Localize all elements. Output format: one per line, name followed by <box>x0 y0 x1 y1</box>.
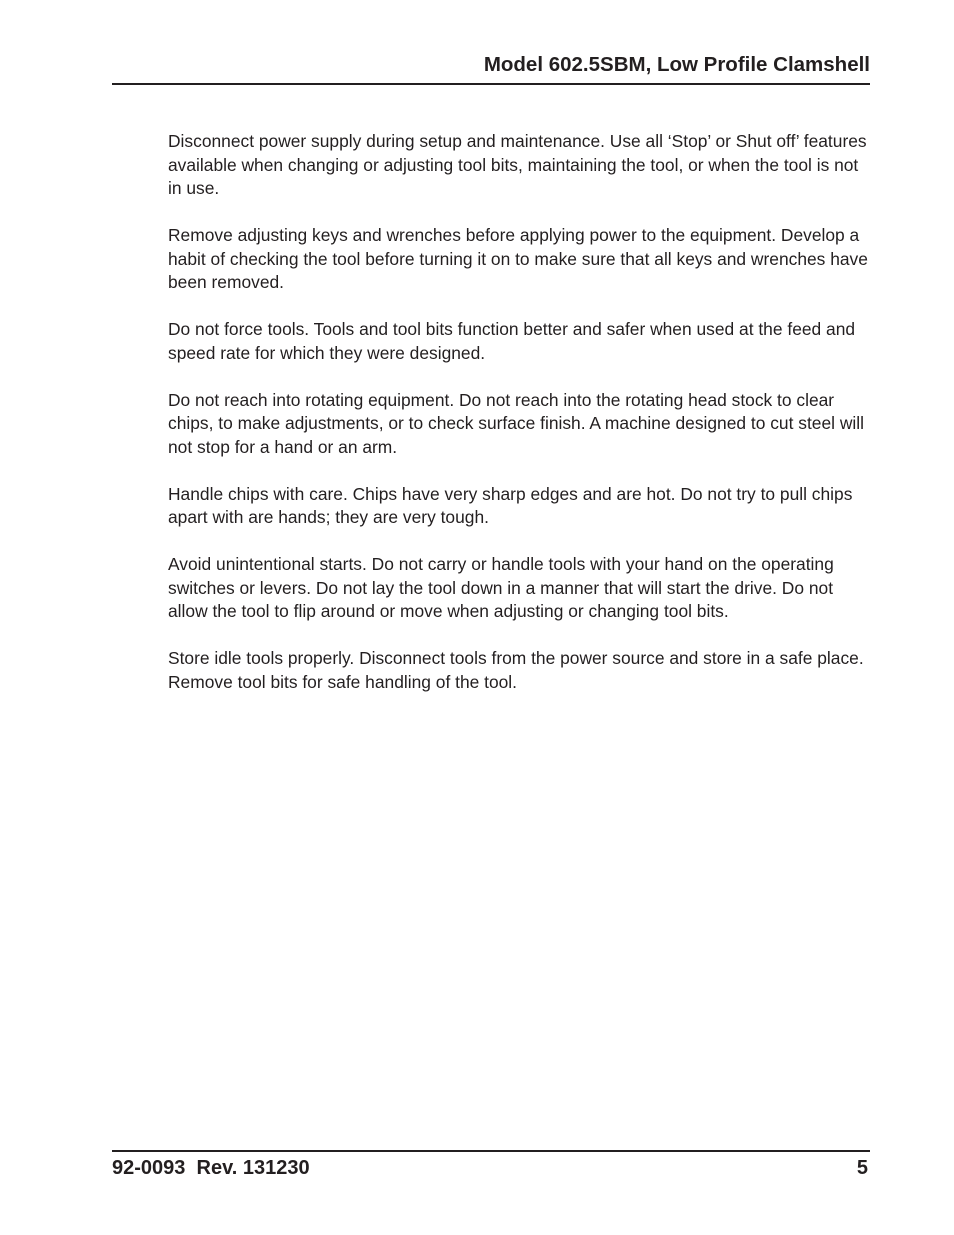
paragraph-unintentional-starts: Avoid unintentional starts. Do not carry or handle tools with your hand on the operating switches or levers. Do not lay the tool down in a manner that will start the drive. Do not allow the tool to flip around or move when adjusting or changing tool bits. <box>168 554 834 621</box>
page-footer <box>112 1150 870 1184</box>
paragraph-remove-keys: Remove adjusting keys and wrenches before applying power to the equipment. Develop a habit of checking the tool before turning it on to make sure that all keys and wrenches have been removed. <box>168 225 868 292</box>
document-revision: 92-0093 Rev. 131230 <box>112 1157 310 1179</box>
page-header <box>112 52 870 85</box>
page-number: 5 <box>856 1157 868 1179</box>
paragraph-disconnect-power: Disconnect power supply during setup and maintenance. Use all ‘Stop’ or Shut off’ features available when changing or adjusting tool bits, maintaining the tool, or when the tool is not in use. <box>168 131 867 198</box>
paragraph-rotating-equipment: Do not reach into rotating equipment. Do not reach into the rotating head stock to clear chips, to make adjustments, or to check surface finish. A machine designed to cut steel will not stop for a hand or an arm. <box>168 389 864 457</box>
paragraph-handle-chips: Handle chips with care. Chips have very sharp edges and are hot. Do not try to pull chips apart with are hands; they are very tough. <box>168 483 853 527</box>
safety-instructions <box>168 130 874 718</box>
paragraph-store-tools: Store idle tools properly. Disconnect tools from the power source and store in a safe place. Remove tool bits for safe handling of the tool. <box>168 648 864 692</box>
paragraph-do-not-force: Do not force tools. Tools and tool bits function better and safer when used at the feed and speed rate for which they were designed. <box>168 319 856 363</box>
document-title: Model 602.5SBM, Low Profile Clamshell <box>483 53 870 76</box>
